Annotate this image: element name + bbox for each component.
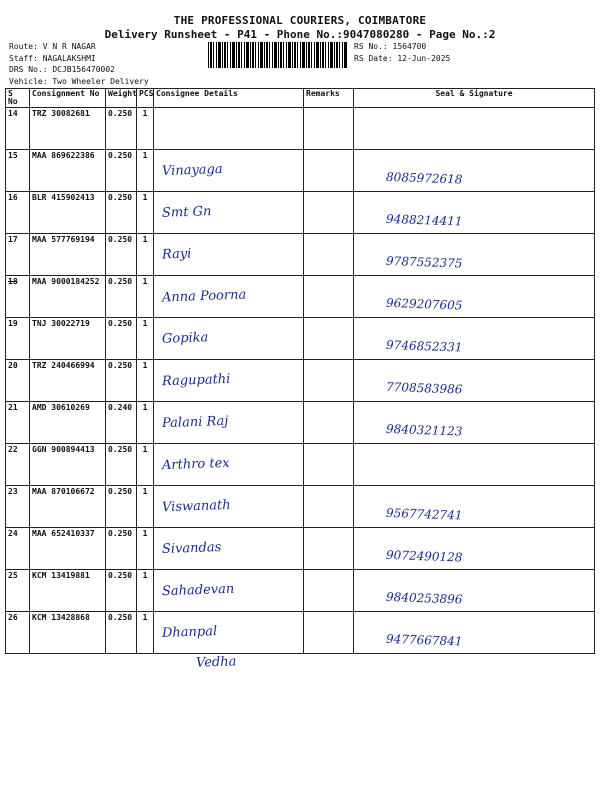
- handwritten-phone: 9477667841: [385, 631, 463, 649]
- trailing-cell: [30, 654, 106, 679]
- cell-pcs: [137, 276, 154, 318]
- handwritten-phone: 9746852331: [385, 337, 463, 355]
- cell-pcs-text: 1: [142, 571, 148, 580]
- cell-weight-text: 0.250: [108, 613, 133, 622]
- cell-pcs: [137, 150, 154, 192]
- table-header-row: [6, 89, 595, 108]
- cell-weight-text: 0.250: [108, 487, 133, 496]
- handwritten-consignee-name: Palani Raj: [161, 413, 229, 432]
- cell-consignment: [30, 402, 106, 444]
- cell-sno: [6, 192, 30, 234]
- cell-pcs-text: 1: [142, 445, 148, 454]
- cell-consignment-text: MAA 870106672: [32, 487, 95, 496]
- cell-sno: [6, 318, 30, 360]
- cell-consignee: [154, 528, 304, 570]
- col-header-remarks: Remarks: [304, 89, 354, 108]
- cell-signature: [354, 444, 595, 486]
- cell-pcs: [137, 234, 154, 276]
- handwritten-consignee-name: Viswanath: [161, 497, 231, 516]
- cell-weight: [106, 108, 137, 150]
- cell-consignee: [154, 486, 304, 528]
- cell-consignment: [30, 108, 106, 150]
- table-row: [6, 150, 595, 192]
- handwritten-consignee-name: Sahadevan: [161, 581, 235, 600]
- cell-consignment: [30, 318, 106, 360]
- cell-remarks: [304, 444, 354, 486]
- cell-signature: [354, 402, 595, 444]
- cell-pcs-text: 1: [142, 613, 148, 622]
- cell-weight-text: 0.250: [108, 151, 133, 160]
- cell-remarks: [304, 318, 354, 360]
- cell-pcs-text: 1: [142, 109, 148, 118]
- cell-sno: [6, 276, 30, 318]
- cell-consignee: [154, 402, 304, 444]
- cell-consignment: [30, 612, 106, 654]
- cell-signature: [354, 234, 595, 276]
- cell-consignment: [30, 192, 106, 234]
- cell-pcs-text: 1: [142, 487, 148, 496]
- cell-remarks: [304, 276, 354, 318]
- cell-pcs: [137, 108, 154, 150]
- cell-signature: [354, 276, 595, 318]
- cell-sno-text: 15: [8, 151, 18, 160]
- cell-consignment: [30, 486, 106, 528]
- cell-sno: [6, 108, 30, 150]
- cell-consignment: [30, 276, 106, 318]
- cell-weight-text: 0.250: [108, 193, 133, 202]
- cell-consignee: [154, 192, 304, 234]
- trailing-row: [6, 654, 595, 679]
- handwritten-phone: 9488214411: [385, 211, 463, 229]
- cell-consignee: [154, 612, 304, 654]
- route-label: Route: V N R NAGAR: [9, 42, 96, 51]
- cell-pcs-text: 1: [142, 193, 148, 202]
- runsheet-title: THE PROFESSIONAL COURIERS, COIMBATORE: [173, 14, 427, 27]
- cell-weight: [106, 318, 137, 360]
- cell-pcs: [137, 486, 154, 528]
- cell-weight: [106, 570, 137, 612]
- trailing-cell: [354, 654, 595, 679]
- trailing-cell: [106, 654, 137, 679]
- cell-weight: [106, 486, 137, 528]
- meta-left-block: [9, 41, 149, 87]
- cell-weight-text: 0.250: [108, 109, 133, 118]
- cell-sno-text: 25: [8, 571, 18, 580]
- cell-consignee: [154, 276, 304, 318]
- cell-consignee: [154, 150, 304, 192]
- cell-remarks: [304, 360, 354, 402]
- handwritten-consignee-name: Rayi: [161, 246, 192, 263]
- cell-remarks: [304, 192, 354, 234]
- cell-sno: [6, 528, 30, 570]
- cell-pcs: [137, 318, 154, 360]
- cell-pcs: [137, 612, 154, 654]
- cell-signature: [354, 318, 595, 360]
- cell-weight-text: 0.250: [108, 277, 133, 286]
- cell-remarks: [304, 528, 354, 570]
- cell-sno-text: 24: [8, 529, 18, 538]
- cell-remarks: [304, 150, 354, 192]
- cell-consignee: [154, 360, 304, 402]
- handwritten-consignee-name: Smt Gn: [161, 204, 212, 221]
- cell-consignment-text: MAA 869622386: [32, 151, 95, 160]
- cell-pcs-text: 1: [142, 361, 148, 370]
- cell-remarks: [304, 402, 354, 444]
- cell-pcs: [137, 528, 154, 570]
- drs-label: DRS No.: DCJB156470002: [9, 65, 115, 74]
- cell-sno-text: 20: [8, 361, 18, 370]
- cell-consignee: [154, 444, 304, 486]
- handwritten-consignee-name: Gopika: [161, 330, 209, 347]
- cell-weight-text: 0.250: [108, 529, 133, 538]
- cell-pcs: [137, 570, 154, 612]
- handwritten-consignee-name: Arthro tex: [161, 455, 230, 474]
- cell-consignee: [154, 234, 304, 276]
- cell-consignment-text: GGN 900894413: [32, 445, 95, 454]
- cell-sno: [6, 444, 30, 486]
- cell-consignment-text: AMD 30610269: [32, 403, 90, 412]
- cell-weight: [106, 528, 137, 570]
- handwritten-phone: [386, 128, 600, 136]
- handwritten-consignee-name: Anna Poorna: [161, 287, 247, 306]
- table-row: [6, 108, 595, 150]
- cell-remarks: [304, 234, 354, 276]
- cell-remarks: [304, 612, 354, 654]
- staff-label: Staff: NAGALAKSHMI: [9, 53, 96, 63]
- cell-weight: [106, 234, 137, 276]
- handwritten-phone: [386, 464, 600, 472]
- cell-pcs: [137, 444, 154, 486]
- trailing-cell: [304, 654, 354, 679]
- cell-consignment: [30, 444, 106, 486]
- cell-sno-text: 17: [8, 235, 18, 244]
- cell-consignment: [30, 234, 106, 276]
- cell-weight: [106, 612, 137, 654]
- col-header-weight: Weight: [106, 89, 137, 108]
- cell-sno-text: 21: [8, 403, 18, 412]
- cell-weight: [106, 360, 137, 402]
- cell-sno: [6, 486, 30, 528]
- cell-weight-text: 0.250: [108, 361, 133, 370]
- cell-sno-text: 22: [8, 445, 18, 454]
- handwritten-trailing-name: Vedha: [195, 654, 237, 671]
- cell-pcs-text: 1: [142, 151, 148, 160]
- meta-right-block: [354, 41, 450, 64]
- runsheet-table: [5, 88, 595, 678]
- vehicle-label: Vehicle: Two Wheeler Delivery: [9, 76, 149, 86]
- cell-signature: [354, 528, 595, 570]
- cell-pcs-text: 1: [142, 529, 148, 538]
- cell-pcs-text: 1: [142, 319, 148, 328]
- table-row: [6, 234, 595, 276]
- cell-signature: [354, 612, 595, 654]
- handwritten-phone: 9629207605: [385, 295, 463, 313]
- table-row: [6, 192, 595, 234]
- cell-sno: [6, 234, 30, 276]
- handwritten-phone: 8085972618: [385, 169, 463, 187]
- cell-sno: [6, 402, 30, 444]
- col-header-seal: Seal & Signature: [354, 89, 595, 108]
- cell-consignee: [154, 108, 304, 150]
- handwritten-phone: 9567742741: [385, 505, 463, 523]
- cell-sno-text: 19: [8, 319, 18, 328]
- cell-sno: [6, 150, 30, 192]
- cell-signature: [354, 360, 595, 402]
- cell-weight-text: 0.250: [108, 235, 133, 244]
- cell-consignee: [154, 318, 304, 360]
- cell-consignment-text: KCM 13428868: [32, 613, 90, 622]
- cell-remarks: [304, 570, 354, 612]
- table-row: [6, 528, 595, 570]
- barcode-image: [208, 42, 347, 68]
- cell-consignment: [30, 150, 106, 192]
- handwritten-phone: 9787552375: [385, 253, 463, 271]
- cell-weight: [106, 192, 137, 234]
- cell-signature: [354, 570, 595, 612]
- col-header-pcs: PCS: [137, 89, 154, 108]
- handwritten-phone: 9840253896: [385, 589, 463, 607]
- cell-weight-text: 0.250: [108, 445, 133, 454]
- table-row: [6, 402, 595, 444]
- cell-sno: [6, 570, 30, 612]
- cell-pcs-text: 1: [142, 277, 148, 286]
- table-row: [6, 318, 595, 360]
- handwritten-phone: 9072490128: [385, 547, 463, 565]
- cell-consignment-text: KCM 13419881: [32, 571, 90, 580]
- table-row: [6, 444, 595, 486]
- handwritten-consignee-name: Ragupathi: [161, 371, 231, 390]
- cell-pcs: [137, 402, 154, 444]
- cell-sno-text: 16: [8, 193, 18, 202]
- cell-weight: [106, 150, 137, 192]
- table-row: [6, 486, 595, 528]
- cell-sno: [6, 612, 30, 654]
- trailing-cell: [137, 654, 154, 679]
- cell-sno-text: 14: [8, 109, 18, 118]
- handwritten-consignee-name: Vinayaga: [161, 161, 223, 180]
- cell-consignment-text: BLR 415902413: [32, 193, 95, 202]
- table-row: [6, 276, 595, 318]
- table-row: [6, 612, 595, 654]
- cell-sno-text: 23: [8, 487, 18, 496]
- cell-consignee: [154, 570, 304, 612]
- cell-weight-text: 0.250: [108, 571, 133, 580]
- cell-consignment: [30, 570, 106, 612]
- cell-remarks: [304, 108, 354, 150]
- handwritten-phone: 9840321123: [385, 421, 463, 439]
- cell-weight-text: 0.240: [108, 403, 133, 412]
- cell-pcs-text: 1: [142, 403, 148, 412]
- cell-sno-text: 18: [8, 277, 18, 286]
- cell-sno: [6, 360, 30, 402]
- handwritten-phone: 7708583986: [385, 379, 463, 397]
- cell-remarks: [304, 486, 354, 528]
- trailing-cell: [6, 654, 30, 679]
- cell-signature: [354, 486, 595, 528]
- trailing-cell: [154, 654, 304, 679]
- col-header-consignee: Consignee Details: [154, 89, 304, 108]
- rs-no-label: RS No.: 1564700: [354, 42, 427, 51]
- cell-consignment-text: MAA 577769194: [32, 235, 95, 244]
- table-row: [6, 360, 595, 402]
- cell-consignment: [30, 360, 106, 402]
- cell-consignment-text: MAA 9000184252: [32, 277, 100, 286]
- rs-date-label: RS Date: 12-Jun-2025: [354, 53, 451, 63]
- handwritten-consignee-name: Sivandas: [161, 539, 222, 558]
- cell-weight: [106, 402, 137, 444]
- cell-pcs: [137, 360, 154, 402]
- cell-signature: [354, 108, 595, 150]
- cell-consignment-text: TRZ 30082681: [32, 109, 90, 118]
- cell-consignment: [30, 528, 106, 570]
- cell-consignment-text: MAA 652410337: [32, 529, 95, 538]
- cell-pcs: [137, 192, 154, 234]
- cell-signature: [354, 150, 595, 192]
- cell-weight: [106, 276, 137, 318]
- table-row: [6, 570, 595, 612]
- cell-weight: [106, 444, 137, 486]
- cell-pcs-text: 1: [142, 235, 148, 244]
- runsheet-subtitle: Delivery Runsheet - P41 - Phone No.:9047080280 - Page No.:2: [104, 28, 496, 41]
- col-header-sno: S No: [6, 89, 30, 108]
- cell-consignment-text: TRZ 240466994: [32, 361, 95, 370]
- cell-signature: [354, 192, 595, 234]
- col-header-consignment: Consignment No: [30, 89, 106, 108]
- cell-sno-text: 26: [8, 613, 18, 622]
- cell-consignment-text: TNJ 30022719: [32, 319, 90, 328]
- handwritten-consignee-name: Dhanpal: [161, 624, 218, 641]
- cell-weight-text: 0.250: [108, 319, 133, 328]
